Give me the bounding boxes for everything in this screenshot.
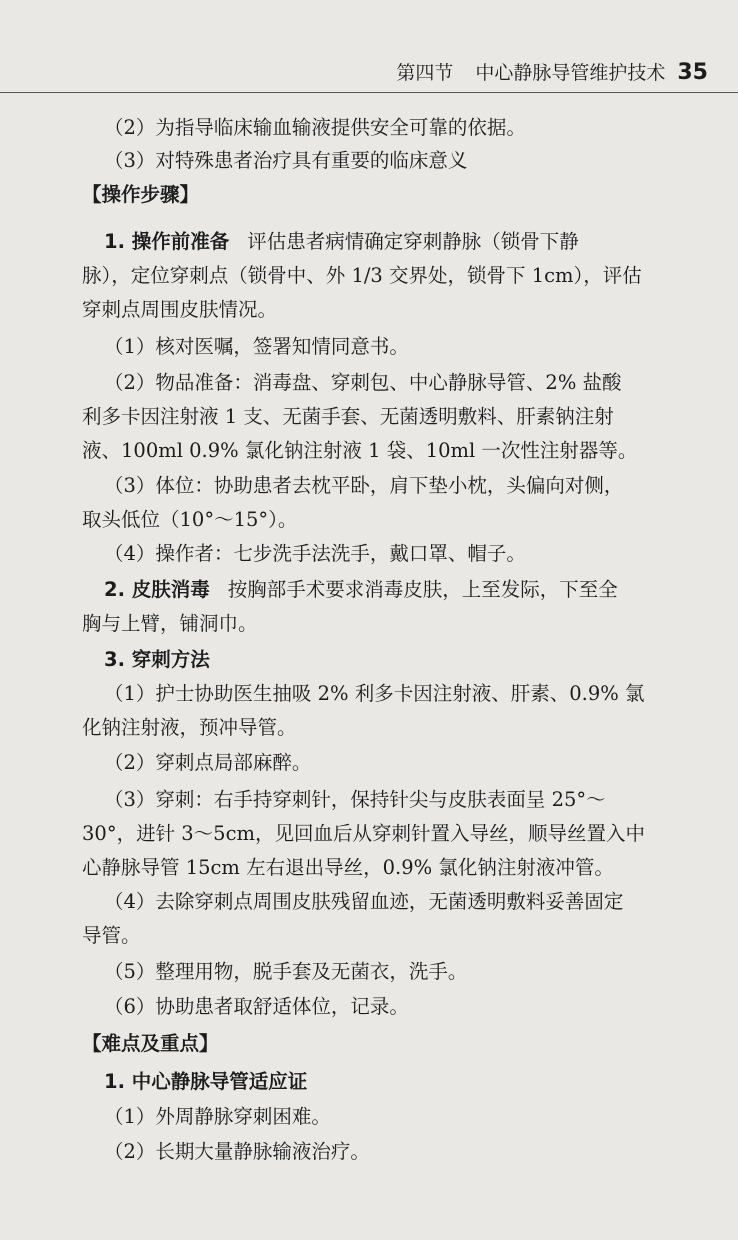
list-item: （3）体位：协助患者去枕平卧，肩下垫小枕，头偏向对侧， [104,474,624,497]
subsection-text: 按胸部手术要求消毒皮肤，上至发际，下至全 [227,578,618,601]
list-item: （5）整理用物，脱手套及无菌衣，洗手。 [104,960,468,983]
subsection-title: 3. 穿刺方法 [104,648,210,671]
paragraph-line: 化钠注射液，预冲导管。 [82,716,297,739]
paragraph-line: （3）对特殊患者治疗具有重要的临床意义 [104,149,468,172]
header-rule [0,92,738,93]
list-item: （3）穿刺：右手持穿刺针，保持针尖与皮肤表面呈 25°～ [104,788,606,811]
paragraph-line: 导管。 [82,924,141,947]
subsection-title: 2. 皮肤消毒 [104,578,210,601]
list-item: （6）协助患者取舒适体位，记录。 [104,995,409,1018]
subsection-title: 1. 中心静脉导管适应证 [104,1070,308,1093]
subsection-text: 评估患者病情确定穿刺静脉（锁骨下静 [247,230,579,253]
paragraph-line: 脉），定位穿刺点（锁骨中、外 1/3 交界处，锁骨下 1cm），评估 [82,264,642,287]
subsection-title: 1. 操作前准备 [104,230,230,253]
paragraph-line: 利多卡因注射液 1 支、无菌手套、无菌透明敷料、肝素钠注射 [82,405,614,428]
subsection-line [104,576,718,604]
paragraph-line: 液、100ml 0.9% 氯化钠注射液 1 袋、10ml 一次性注射器等。 [82,439,638,462]
section-label: 第四节 [396,62,454,84]
list-item: （1）核对医嘱，签署知情同意书。 [104,335,409,358]
section-title: 中心静脉导管维护技术 [475,62,666,84]
page-header [396,58,708,85]
list-item: （4）去除穿刺点周围皮肤残留血迹，无菌透明敷料妥善固定 [104,890,624,913]
paragraph-line: 30°，进针 3～5cm，见回血后从穿刺针置入导丝，顺导丝置入中 [82,822,645,845]
paragraph-line: 穿刺点周围皮肤情况。 [82,298,278,321]
list-item: （2）物品准备：消毒盘、穿刺包、中心静脉导管、2% 盐酸 [104,371,622,394]
list-item: （1）外周静脉穿刺困难。 [104,1105,331,1128]
paragraph-line: 心静脉导管 15cm 左右退出导丝，0.9% 氯化钠注射液冲管。 [82,856,614,879]
section-heading: 【操作步骤】 [82,183,200,206]
list-item: （4）操作者：七步洗手法洗手，戴口罩、帽子。 [104,542,526,565]
list-item: （2）穿刺点局部麻醉。 [104,751,312,774]
section-heading: 【难点及重点】 [82,1032,219,1055]
paragraph-line: 胸与上臂，铺洞巾。 [82,612,258,635]
subsection-line [104,228,718,256]
list-item: （1）护士协助医生抽吸 2% 利多卡因注射液、肝素、0.9% 氯 [104,682,645,705]
paragraph-line: 取头低位（10°～15°）。 [82,508,298,531]
page-number: 35 [677,60,708,85]
paragraph-line: （2）为指导临床输血输液提供安全可靠的依据。 [104,116,526,139]
list-item: （2）长期大量静脉输液治疗。 [104,1140,370,1163]
